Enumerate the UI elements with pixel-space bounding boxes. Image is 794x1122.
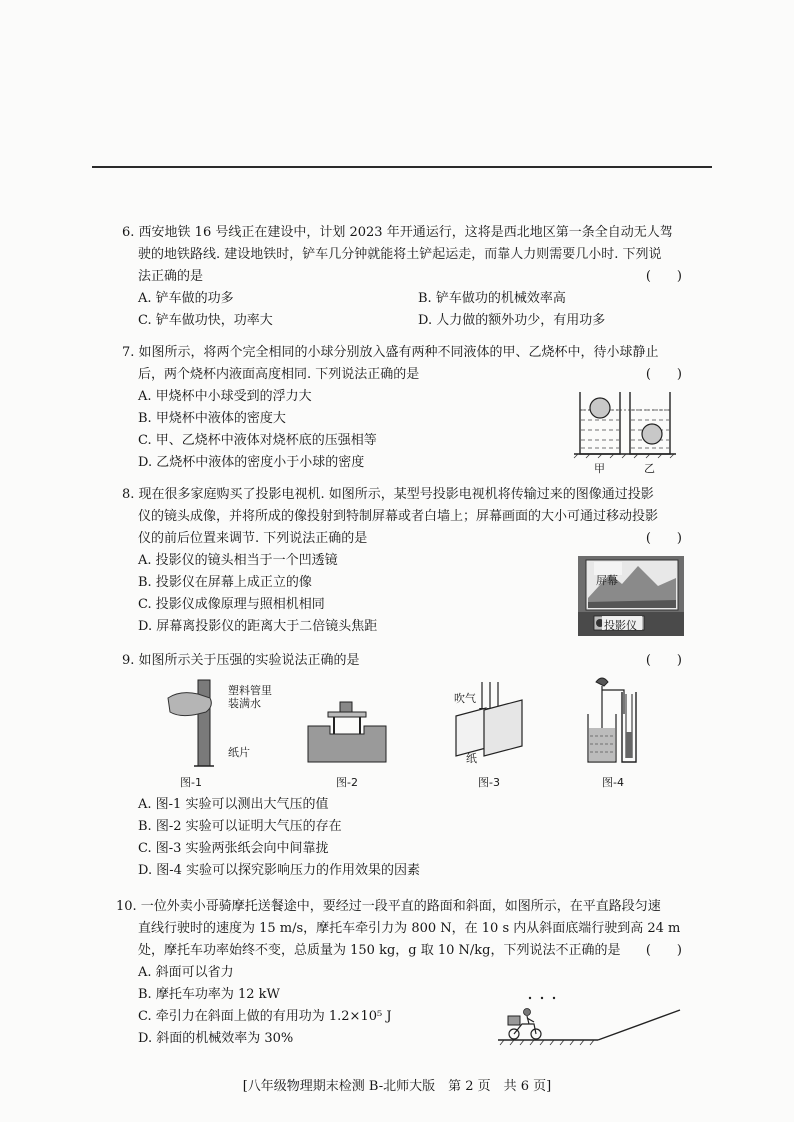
fig3-label-paper: 纸 bbox=[466, 752, 477, 765]
q10-line-1: 10. 一位外卖小哥骑摩托送餐途中，要经过一段平直的路面和斜面，如图所示，在平直路段匀速 bbox=[116, 899, 661, 914]
beaker-label-yi: 乙 bbox=[644, 462, 655, 475]
q6-option-c: C. 铲车做功快，功率大 bbox=[138, 313, 273, 328]
q8-line-1: 8. 现在很多家庭购买了投影电视机. 如图所示，某型号投影电视机将传输过来的图像通过投影 bbox=[122, 487, 654, 502]
q7-option-d: D. 乙烧杯中液体的密度小于小球的密度 bbox=[138, 455, 365, 470]
q6-option-a: A. 铲车做的功多 bbox=[138, 291, 234, 306]
ball-yi bbox=[642, 424, 662, 444]
q7-option-b: B. 甲烧杯中液体的密度大 bbox=[138, 411, 286, 426]
q9-option-a: A. 图-1 实验可以测出大气压的值 bbox=[138, 797, 329, 812]
projector-label: 投影仪 bbox=[604, 619, 637, 632]
q10-option-a: A. 斜面可以省力 bbox=[138, 965, 234, 980]
q10-answer-bracket: ( ) bbox=[645, 943, 682, 958]
q9-options bbox=[122, 794, 682, 882]
q10-option-b: B. 摩托车功率为 12 kW bbox=[138, 987, 280, 1002]
fig1-tube-hand bbox=[160, 676, 230, 772]
q9-line-1: 9. 如图所示关于压强的实验说法正确的是 bbox=[122, 653, 360, 668]
header-rule bbox=[92, 166, 712, 168]
q8-option-a: A. 投影仪的镜头相当于一个凹透镜 bbox=[138, 553, 338, 568]
q9-option-b: B. 图-2 实验可以证明大气压的存在 bbox=[138, 819, 342, 834]
q7-line-1: 7. 如图所示，将两个完全相同的小球分别放入盛有两种不同液体的甲、乙烧杯中，待小球静止 bbox=[122, 345, 659, 360]
q8-option-d: D. 屏幕离投影仪的距离大于二倍镜头焦距 bbox=[138, 619, 378, 634]
q8-option-b: B. 投影仪在屏幕上成正立的像 bbox=[138, 575, 312, 590]
fig2-table-sponge bbox=[306, 700, 388, 768]
question-6 bbox=[122, 222, 682, 332]
fig1-label-paper: 纸片 bbox=[228, 746, 250, 759]
q10-option-d: D. 斜面的机械效率为 30% bbox=[138, 1031, 294, 1046]
q10-line-2: 直线行驶时的速度为 15 m/s，摩托车牵引力为 800 N，在 10 s 内从斜面底端行驶到高 24 m bbox=[138, 921, 681, 936]
q7-answer-bracket: ( ) bbox=[645, 367, 682, 382]
q9-answer-bracket: ( ) bbox=[645, 653, 682, 668]
ball-jia bbox=[590, 398, 610, 418]
q6-answer-bracket: ( ) bbox=[645, 269, 682, 284]
q7-option-a: A. 甲烧杯中小球受到的浮力大 bbox=[138, 389, 312, 404]
fig1-caption: 图-1 bbox=[180, 776, 202, 789]
q8-answer-bracket: ( ) bbox=[645, 531, 682, 546]
beaker-label-jia: 甲 bbox=[594, 462, 605, 475]
motorcycle-slope-figure bbox=[494, 990, 684, 1048]
fig4-caption: 图-4 bbox=[602, 776, 624, 789]
q8-line-3: 仪的前后位置来调节. 下列说法正确的是 bbox=[138, 531, 368, 546]
q8-option-c: C. 投影仪成像原理与照相机相同 bbox=[138, 597, 325, 612]
fig3-label-blow: 吹气 bbox=[454, 692, 476, 705]
q6-line-3: 法正确的是 bbox=[138, 269, 204, 284]
q8-line-2: 仪的镜头成像，并将所成的像投射到特制屏幕或者白墙上；屏幕画面的大小可通过移动投影 bbox=[138, 509, 659, 524]
q10-line-3: 处，摩托车功率始终不变，总质量为 150 kg，g 取 10 N/kg，下列说法不正确的是 bbox=[138, 943, 621, 958]
q6-option-b: B. 铲车做功的机械效率高 bbox=[418, 291, 566, 306]
q6-line-2: 驶的地铁路线. 建设地铁时，铲车几分钟就能将土铲起运走，而靠人力则需要几小时. 下列说 bbox=[138, 247, 662, 262]
q7-line-2: 后，两个烧杯内液面高度相同. 下列说法正确的是 bbox=[138, 367, 420, 382]
q9-option-d: D. 图-4 实验可以探究影响压力的作用效果的因素 bbox=[138, 863, 421, 878]
question-9 bbox=[122, 650, 682, 672]
q6-option-d: D. 人力做的额外功少，有用功多 bbox=[418, 313, 606, 328]
q10-option-c: C. 牵引力在斜面上做的有用功为 1.2×10⁵ J bbox=[138, 1009, 392, 1024]
page-footer: [八年级物理期末检测 B-北师大版 第 2 页 共 6 页] bbox=[242, 1079, 552, 1094]
fig2-caption: 图-2 bbox=[336, 776, 358, 789]
q9-option-c: C. 图-3 实验两张纸会向中间靠拢 bbox=[138, 841, 329, 856]
fig3-caption: 图-3 bbox=[478, 776, 500, 789]
screen-label: 屏幕 bbox=[596, 574, 618, 587]
beakers-figure bbox=[572, 388, 682, 474]
q6-line-1: 6. 西安地铁 16 号线正在建设中，计划 2023 年开通运行，这将是西北地区第一条全自动无人驾 bbox=[122, 225, 673, 240]
q7-option-c: C. 甲、乙烧杯中液体对烧杯底的压强相等 bbox=[138, 433, 377, 448]
fig1-label-tube: 塑料管里 装满水 bbox=[228, 684, 272, 710]
fig4-pressure-gauge bbox=[584, 674, 654, 770]
